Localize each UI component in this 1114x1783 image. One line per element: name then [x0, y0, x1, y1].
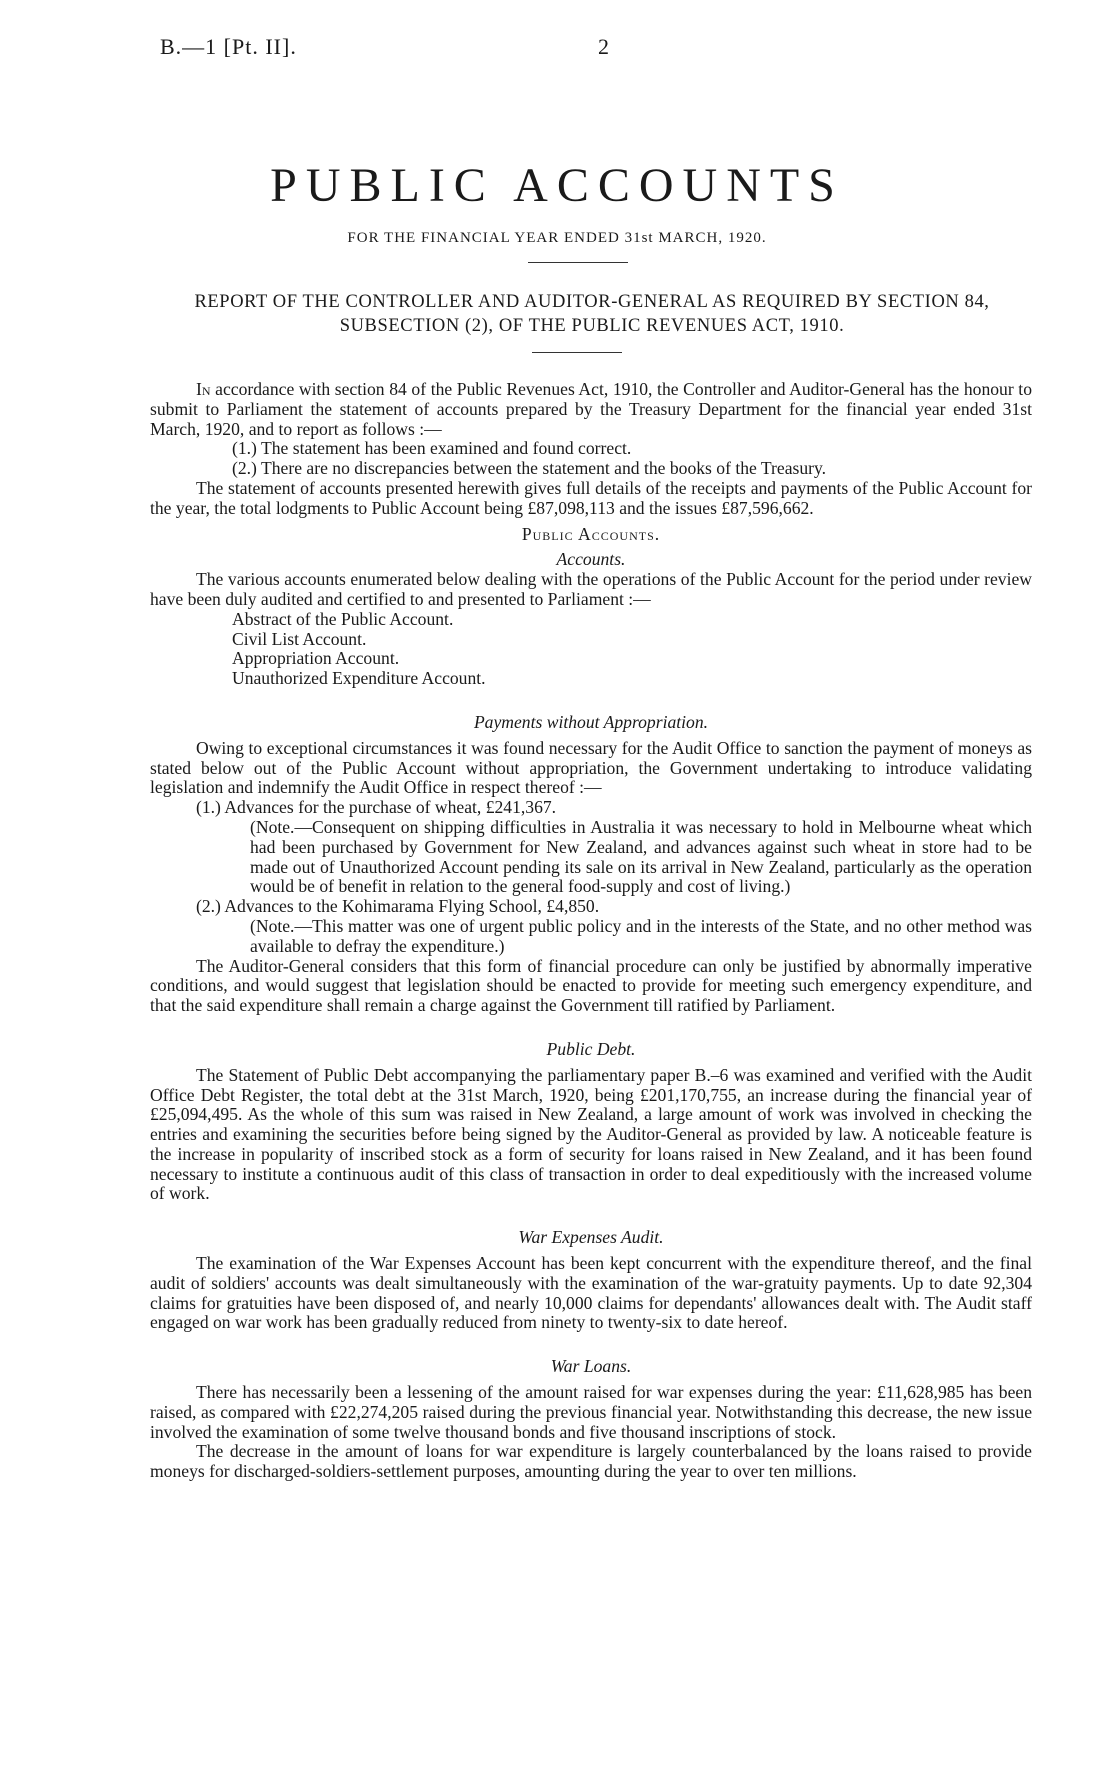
- page-subtitle: FOR THE FINANCIAL YEAR ENDED 31st MARCH, 1920.: [347, 230, 767, 246]
- intro-point-2: (2.) There are no discrepancies between the statement and the books of the Treasury.: [232, 458, 827, 479]
- page-number: 2: [598, 34, 609, 59]
- divider-1: [528, 262, 628, 263]
- payments-item-1: (1.) Advances for the purchase of wheat, £241,367.: [196, 797, 557, 818]
- paper-reference: B.—1 [Pt. II].: [160, 34, 297, 59]
- payments-paragraph: Owing to exceptional circumstances it was found necessary for the Audit Office to sanction the payment of moneys as stated below out of the Public Account without appropriation, the Government undertaking to introduce validating legislation and indemnify the Audit Office in respect thereof :—: [150, 737, 1032, 798]
- section-heading-war-loans: War Loans.: [550, 1356, 632, 1377]
- accounts-list-item: Unauthorized Expenditure Account.: [232, 668, 486, 689]
- section-heading-public-debt: Public Debt.: [546, 1038, 636, 1059]
- section-heading-payments: Payments without Appropriation.: [473, 711, 709, 732]
- accounts-list-item: Abstract of the Public Account.: [232, 608, 454, 629]
- divider-2: [532, 352, 622, 353]
- payments-item-2: (2.) Advances to the Kohimarama Flying School, £4,850.: [196, 896, 600, 917]
- page-title: PUBLIC ACCOUNTS: [270, 159, 844, 212]
- report-heading: REPORT OF THE CONTROLLER AND AUDITOR-GENERAL AS REQUIRED BY SECTION 84, SUBSECTION (2), OF THE PUBLIC REVENUES ACT, 1910.: [194, 292, 990, 336]
- intro-text: accordance with section 84 of the Public Revenues Act, 1910, the Controller and Auditor-General has the honour to submit to Parliament the statement of accounts prepared by the Treasury Department for the financial year ended 31st March, 1920, and to report as follows :—: [150, 379, 1032, 439]
- intro-point-1: (1.) The statement has been examined and found correct.: [232, 438, 632, 459]
- war-expenses-paragraph: The examination of the War Expenses Account has been kept concurrent with the expenditure thereof, and the final audit of soldiers' accounts was dealt simultaneously with the examination of the war-gratuity payments. Up to date 92,304 claims for gratuities have been disposed of, and nearly 10,000 claims for dependants' allowances dealt with. The Audit staff engaged on war work has been gradually reduced from ninety to twenty-six to date hereof.: [150, 1253, 1032, 1333]
- intro-lead: In: [196, 379, 211, 399]
- section-heading-public-accounts: Public Accounts.: [521, 523, 661, 544]
- statement-paragraph: The statement of accounts presented herewith gives full details of the receipts and payments of the Public Account for the year, the total lodgments to Public Account being £87,098,113 and the issues £87,596,662.: [150, 477, 1032, 518]
- public-debt-paragraph: The Statement of Public Debt accompanying the parliamentary paper B.–6 was examined and verified with the Audit Office Debt Register, the total debt at the 31st March, 1920, being £201,170,755, an increase during the financial year of £25,094,495. As the whole of this sum was raised in New Zealand, a large amount of work was involved in checking the entries and examining the securities before being signed by the Auditor-General as provided by law. A noticeable feature is the increase in popularity of inscribed stock as a form of security for loans raised in New Zealand, and it has been found necessary to institute a continuous audit of this class of transaction in order to deal expeditiously with the increased volume of work.: [150, 1064, 1032, 1204]
- intro-paragraph: [150, 380, 1032, 439]
- section-heading-war-expenses: War Expenses Audit.: [518, 1227, 664, 1248]
- accounts-paragraph: The various accounts enumerated below dealing with the operations of the Public Account for the period under review have been duly audited and certified to and presented to Parliament :—: [150, 569, 1032, 609]
- accounts-list-item: Appropriation Account.: [232, 648, 400, 669]
- payments-note-1: (Note.—Consequent on shipping difficulties in Australia it was necessary to hold in Melbourne wheat which had been purchased by Government for New Zealand, and advances against such wheat in store had to be made out of Unauthorized Account pending its sale on its arrival in New Zealand, particularly as the operation would be of benefit in relation to the general food-supply and cost of living.): [250, 816, 1032, 897]
- war-loans-paragraph-1: There has necessarily been a lessening of the amount raised for war expenses during the year: £11,628,985 has been raised, as compared with £22,274,205 raised during the previous financial year. Notwithstanding this decrease, the new issue involved the examination of some twelve thousand bonds and five thousand inscriptions of stock.: [150, 1382, 1032, 1442]
- payments-note-2: (Note.—This matter was one of urgent public policy and in the interests of the State, and no other method was available to defray the expenditure.): [250, 915, 1032, 956]
- accounts-list-item: Civil List Account.: [232, 628, 367, 649]
- war-loans-paragraph-2: The decrease in the amount of loans for war expenditure is largely counterbalanced by the loans raised to provide moneys for discharged-soldiers-settlement purposes, amounting during the year to over ten millions.: [150, 1441, 1032, 1482]
- document-body: [150, 380, 1032, 1482]
- section-subheading-accounts: Accounts.: [556, 549, 626, 570]
- payments-conclusion: The Auditor-General considers that this form of financial procedure can only be justified by abnormally imperative conditions, and would suggest that legislation should be enacted to provide for meeting such emergency expenditure, and that the said expenditure shall remain a charge against the Government till ratified by Parliament.: [150, 955, 1032, 1016]
